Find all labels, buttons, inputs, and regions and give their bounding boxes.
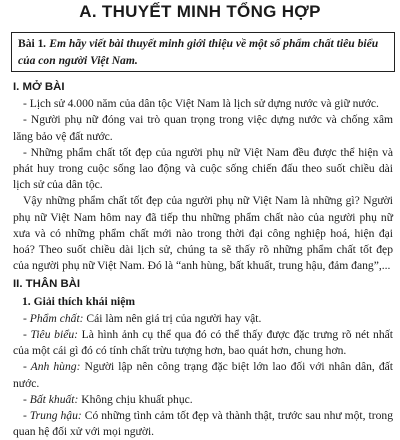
definition-item	[13, 327, 393, 359]
intro-paragraph: - Người phụ nữ đóng vai trò quan trọng trong việc dựng nước và chống xâm lăng bảo vệ đất nước.	[13, 113, 393, 143]
definition-term: - Tiêu biểu:	[23, 328, 78, 342]
intro-paragraph: - Lịch sử 4.000 năm của dân tộc Việt Nam là lịch sử dựng nước và giữ nước.	[23, 97, 379, 111]
intro-paragraph: - Những phẩm chất tốt đẹp của người phụ nữ Việt Nam đều được thể hiện và phát huy trong cuộc sống lao động và cuộc sống chiến đấu theo suốt chiều dài lịch sử của dân tộc.	[13, 145, 393, 192]
section-heading-intro: I. MỞ BÀI	[13, 81, 65, 93]
definition-text: Cái làm nên giá trị của người hay vật.	[83, 311, 262, 325]
definition-item	[13, 311, 393, 327]
definition-text: Người lập nên công trạng đặc biệt lớn lao đối với nhân dân, đất nước.	[13, 360, 393, 390]
exercise-label: Bài 1	[18, 37, 44, 50]
definition-item	[13, 359, 393, 391]
definition-text: Không chịu khuất phục.	[78, 392, 193, 406]
page-title: A. THUYẾT MINH TỔNG HỢP	[79, 2, 321, 21]
exercise-box	[11, 32, 395, 72]
exercise-prompt: . Em hãy viết bài thuyết minh giới thiệu về một số phẩm chất tiêu biểu của con người Việt Nam.	[18, 37, 379, 67]
definition-term: - Bất khuất:	[23, 392, 79, 406]
definition-text: Là hình ảnh cụ thể qua đó có thể thấy được đặc trưng rõ nét nhất của một cái gì đó có tính chất trừu tượng hơn, bao quát hơn, chung hơn.	[13, 328, 393, 358]
definition-term: - Phẩm chất:	[23, 311, 84, 325]
subsection-heading: 1. Giải thích khái niệm	[22, 294, 136, 308]
definition-term: - Anh hùng:	[23, 360, 81, 374]
intro-paragraph: Vậy những phẩm chất tốt đẹp của người phụ nữ Việt Nam là những gì? Người phụ nữ Việt Nam hôm nay đã tiếp thu những phẩm chất nào của người phụ nữ xưa và có những phẩm chất mới nào trong thời đại công nghiệp hoá, hiện đại hoá? Theo suốt chiều dài lịch sử, chúng ta sẽ thấy rõ những phẩm chất tốt đẹp của người phụ nữ Việt Nam. Đó là “anh hùng, bất khuất, trung hậu, đảm đang”,...	[13, 194, 393, 273]
section-heading-body: II. THÂN BÀI	[13, 278, 81, 291]
definition-term: - Trung hậu:	[23, 409, 82, 423]
document-body	[13, 79, 393, 440]
definition-text: Có những tình cảm tốt đẹp và thành thật, trước sau như một, trong quan hệ đối xử với mọi người.	[13, 409, 393, 439]
definition-item	[13, 408, 393, 440]
